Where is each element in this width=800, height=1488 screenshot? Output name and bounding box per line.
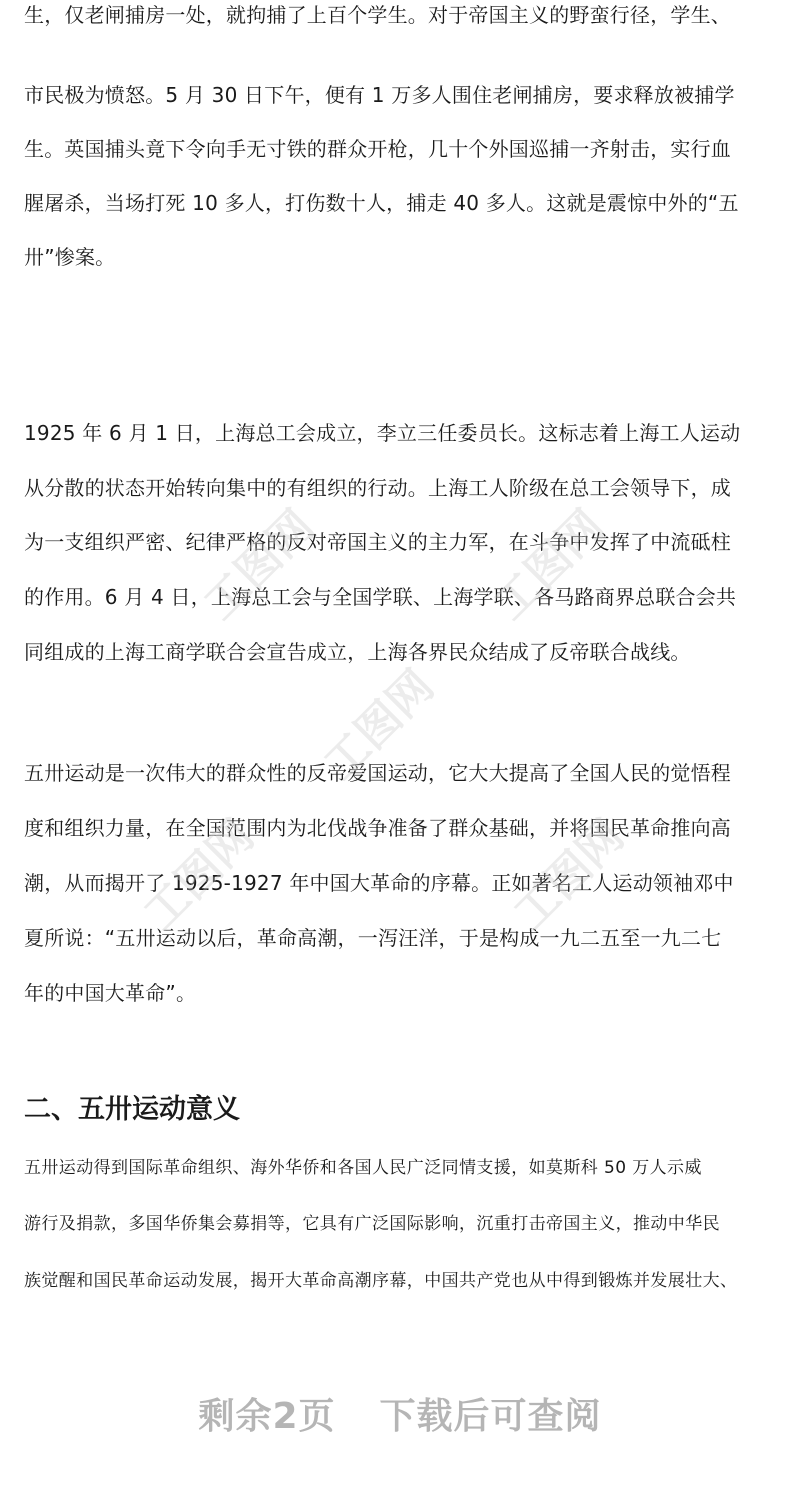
paragraph-line: 夏所说：“五卅运动以后，革命高潮，一泻汪洋，于是构成一九二五至一九二七 xyxy=(24,926,722,950)
watermark: 工图网 xyxy=(194,500,324,630)
section-heading: 二、五卅运动意义 xyxy=(24,1094,240,1125)
paragraph-line: 卅”惨案。 xyxy=(24,245,116,269)
download-to-view-label: 下载后可查阅 xyxy=(379,1396,602,1437)
paragraph-line: 五卅运动得到国际革命组织、海外华侨和各国人民广泛同情支援，如莫斯科 50 万人示威 xyxy=(24,1158,702,1178)
paragraph-line: 从分散的状态开始转向集中的有组织的行动。上海工人阶级在总工会领导下，成 xyxy=(24,476,731,500)
paragraph-line: 五卅运动是一次伟大的群众性的反帝爱国运动，它大大提高了全国人民的觉悟程 xyxy=(24,761,731,785)
paragraph-line: 度和组织力量，在全国范围内为北伐战争准备了群众基础，并将国民革命推向高 xyxy=(24,816,731,840)
paragraph-line: 游行及捐款，多国华侨集会募捐等，它具有广泛国际影响，沉重打击帝国主义，推动中华民 xyxy=(24,1214,720,1234)
watermark: 工图网 xyxy=(314,660,444,790)
remaining-pages-label: 剩余2页 xyxy=(198,1396,336,1437)
download-prompt[interactable] xyxy=(0,1388,800,1439)
paragraph-line: 1925 年 6 月 1 日，上海总工会成立，李立三任委员长。这标志着上海工人运动 xyxy=(24,421,741,445)
paragraph-line: 年的中国大革命”。 xyxy=(24,981,197,1005)
paragraph-line: 生。英国捕头竟下令向手无寸铁的群众开枪，几十个外国巡捕一齐射击，实行血 xyxy=(24,137,731,161)
watermark: 工图网 xyxy=(484,500,614,630)
paragraph-line: 市民极为愤怒。5 月 30 日下午，便有 1 万多人围住老闸捕房，要求释放被捕学 xyxy=(24,83,735,107)
paragraph-line: 腥屠杀，当场打死 10 多人，打伤数十人，捕走 40 多人。这就是震惊中外的“五 xyxy=(24,191,739,215)
paragraph-line: 同组成的上海工商学联合会宣告成立，上海各界民众结成了反帝联合战线。 xyxy=(24,640,691,664)
paragraph-line: 为一支组织严密、纪律严格的反对帝国主义的主力军，在斗争中发挥了中流砥柱 xyxy=(24,530,731,554)
paragraph-line: 生，仅老闸捕房一处，就拘捕了上百个学生。对于帝国主义的野蛮行径，学生、 xyxy=(24,3,731,27)
paragraph-line: 潮，从而揭开了 1925-1927 年中国大革命的序幕。正如著名工人运动领袖邓中 xyxy=(24,871,734,895)
paragraph-line: 族觉醒和国民革命运动发展，揭开大革命高潮序幕，中国共产党也从中得到锻炼并发展壮大、 xyxy=(24,1271,738,1291)
watermark: 工图网 xyxy=(504,810,634,940)
watermark: 工图网 xyxy=(134,810,264,940)
paragraph-line: 的作用。6 月 4 日，上海总工会与全国学联、上海学联、各马路商界总联合会共 xyxy=(24,585,737,609)
